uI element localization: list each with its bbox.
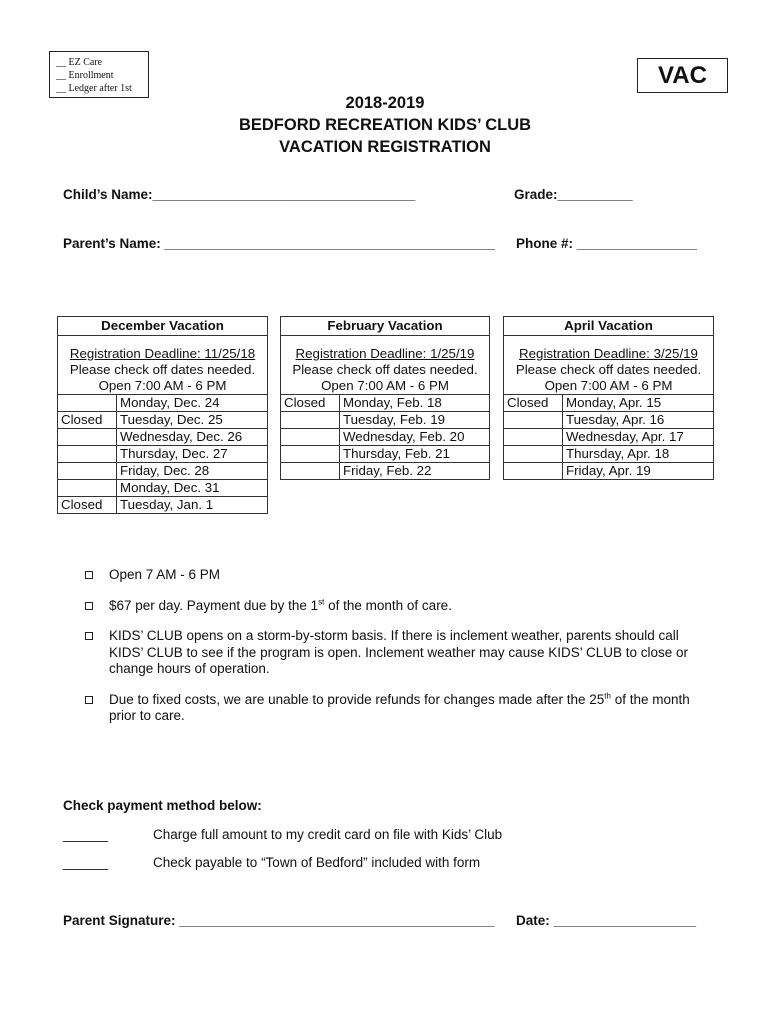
date-label: Monday, Apr. 15 — [563, 395, 714, 412]
date-label: Thursday, Apr. 18 — [563, 446, 714, 463]
date-status — [504, 463, 563, 480]
payment-option-label: Check payable to “Town of Bedford” included with form — [153, 855, 481, 870]
office-use-enrollment: __ Enrollment — [56, 70, 114, 81]
date-status: Closed — [58, 412, 117, 429]
date-status — [58, 395, 117, 412]
table-row[interactable] — [504, 395, 714, 412]
december-instruction: Please check off dates needed. — [58, 362, 268, 378]
table-row[interactable] — [58, 429, 268, 446]
date-label: Tuesday, Jan. 1 — [117, 497, 268, 514]
april-instruction: Please check off dates needed. — [504, 362, 714, 378]
table-row[interactable] — [281, 412, 490, 429]
grade-field[interactable]: Grade:__________ — [514, 187, 633, 202]
date-status — [58, 463, 117, 480]
date-label: Wednesday, Apr. 17 — [563, 429, 714, 446]
table-row[interactable] — [504, 446, 714, 463]
form-header — [0, 92, 770, 158]
table-row[interactable] — [281, 395, 490, 412]
december-hours: Open 7:00 AM - 6 PM — [58, 378, 268, 395]
payment-blank[interactable]: ______ — [63, 855, 109, 870]
date-label: Thursday, Feb. 21 — [340, 446, 490, 463]
bullet-rate-sup: st — [318, 597, 325, 606]
april-vacation-table — [503, 316, 714, 480]
header-form-title: VACATION REGISTRATION — [279, 138, 491, 156]
february-instruction: Please check off dates needed. — [281, 362, 490, 378]
date-label: Tuesday, Feb. 19 — [340, 412, 490, 429]
table-row[interactable] — [504, 463, 714, 480]
date-label: Tuesday, Dec. 25 — [117, 412, 268, 429]
date-status — [504, 412, 563, 429]
date-status — [58, 446, 117, 463]
list-item — [84, 692, 714, 725]
date-status — [58, 480, 117, 497]
bullet-refund-text: Due to fixed costs, we are unable to provide refunds for changes made after the 25 — [109, 691, 605, 707]
bullet-rate-text: $67 per day. Payment due by the 1 — [109, 597, 319, 613]
table-row[interactable] — [281, 429, 490, 446]
header-year: 2018-2019 — [345, 94, 425, 112]
payment-method-title: Check payment method below: — [63, 798, 262, 813]
checkbox-bullet-icon — [85, 632, 93, 640]
february-vacation-table — [280, 316, 490, 480]
date-label: Friday, Feb. 22 — [340, 463, 490, 480]
date-label: Wednesday, Dec. 26 — [117, 429, 268, 446]
december-vacation-table — [57, 316, 268, 514]
february-deadline: Registration Deadline: 1/25/19 — [281, 346, 490, 362]
date-status: Closed — [504, 395, 563, 412]
date-status: Closed — [58, 497, 117, 514]
table-row[interactable] — [281, 446, 490, 463]
signature-date-field[interactable]: Date: ___________________ — [516, 913, 697, 928]
table-row[interactable] — [504, 429, 714, 446]
april-title: April Vacation — [504, 317, 714, 336]
date-status — [281, 429, 340, 446]
date-label: Friday, Apr. 19 — [563, 463, 714, 480]
date-label: Monday, Dec. 24 — [117, 395, 268, 412]
date-status — [504, 429, 563, 446]
info-bullet-list — [84, 567, 714, 739]
date-label: Tuesday, Apr. 16 — [563, 412, 714, 429]
bullet-hours: Open 7 AM - 6 PM — [109, 567, 221, 582]
table-row[interactable] — [58, 463, 268, 480]
december-deadline: Registration Deadline: 11/25/18 — [58, 346, 268, 362]
date-label: Thursday, Dec. 27 — [117, 446, 268, 463]
office-use-box — [49, 51, 149, 98]
payment-option-credit[interactable] — [63, 827, 663, 845]
header-org: BEDFORD RECREATION KIDS’ CLUB — [238, 116, 532, 134]
list-item — [84, 628, 714, 678]
table-row[interactable] — [58, 497, 268, 514]
child-name-field[interactable]: Child’s Name:___________________________________ — [63, 187, 416, 202]
phone-field[interactable]: Phone #: ________________ — [516, 236, 697, 251]
date-status: Closed — [281, 395, 340, 412]
code-badge: VAC — [637, 58, 728, 93]
date-status — [281, 463, 340, 480]
date-status — [281, 446, 340, 463]
table-row[interactable] — [58, 412, 268, 429]
payment-blank[interactable]: ______ — [63, 827, 109, 842]
april-deadline: Registration Deadline: 3/25/19 — [504, 346, 714, 362]
date-label: Wednesday, Feb. 20 — [340, 429, 490, 446]
table-row[interactable] — [58, 480, 268, 497]
parent-name-field[interactable]: Parent’s Name: ____________________________________________ — [63, 236, 495, 251]
office-use-ez-care: __ EZ Care — [56, 57, 103, 68]
parent-signature-field[interactable]: Parent Signature: __________________________________________ — [63, 913, 495, 928]
bullet-refund-sup: th — [604, 691, 611, 700]
date-label: Friday, Dec. 28 — [117, 463, 268, 480]
office-use-ledger: __ Ledger after 1st — [56, 83, 132, 94]
list-item — [84, 598, 714, 615]
date-label: Monday, Feb. 18 — [340, 395, 490, 412]
date-status — [281, 412, 340, 429]
december-title: December Vacation — [58, 317, 268, 336]
checkbox-bullet-icon — [85, 571, 93, 579]
payment-option-label: Charge full amount to my credit card on file with Kids’ Club — [153, 827, 503, 842]
date-status — [58, 429, 117, 446]
table-row[interactable] — [58, 446, 268, 463]
checkbox-bullet-icon — [85, 602, 93, 610]
february-hours: Open 7:00 AM - 6 PM — [281, 378, 490, 395]
payment-option-check[interactable] — [63, 855, 663, 873]
table-row[interactable] — [281, 463, 490, 480]
april-hours: Open 7:00 AM - 6 PM — [504, 378, 714, 395]
checkbox-bullet-icon — [85, 696, 93, 704]
bullet-refund-text-end: of the month prior to care. — [109, 691, 690, 723]
bullet-rate-text-end: of the month of care. — [324, 597, 452, 613]
table-row[interactable] — [504, 412, 714, 429]
table-row[interactable] — [58, 395, 268, 412]
date-label: Monday, Dec. 31 — [117, 480, 268, 497]
february-title: February Vacation — [281, 317, 490, 336]
bullet-weather: KIDS’ CLUB opens on a storm-by-storm basis. If there is inclement weather, parents should call KIDS’ CLUB to see if the program is open. Inclement weather may cause KIDS’ CLUB to close or change hours of operation. — [109, 628, 689, 676]
list-item — [84, 567, 714, 584]
date-status — [504, 446, 563, 463]
